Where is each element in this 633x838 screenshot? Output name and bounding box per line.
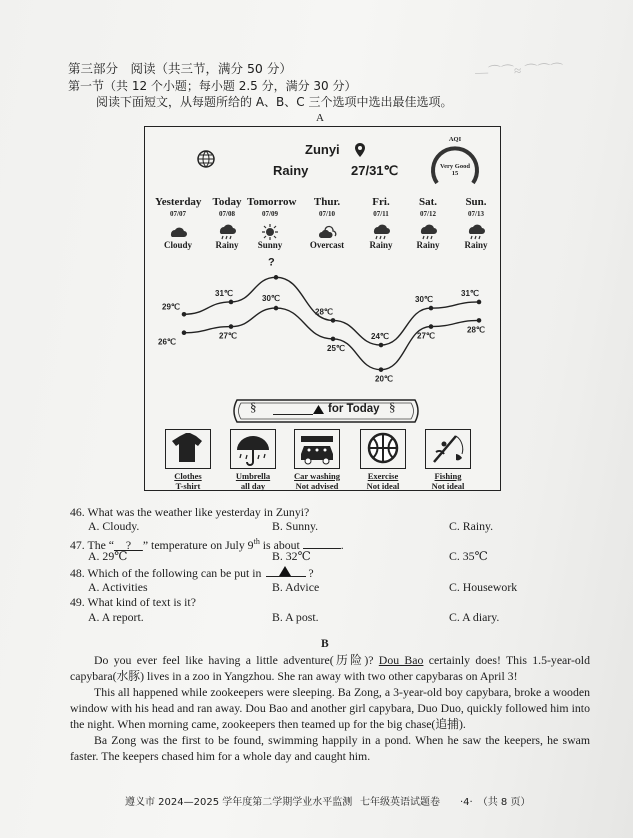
data-point — [379, 367, 384, 372]
data-point — [331, 318, 336, 323]
instruction: 阅读下面短文，从每题所给的 A、B、C 三个选项中选出最佳选项。 — [96, 95, 453, 109]
bleed-through-text: —⌒⌒≈ ⌒⌒⌒ — [474, 61, 564, 80]
life-index-item — [415, 429, 481, 491]
forecast-day-date: 07/08 — [219, 210, 235, 218]
data-label: 30℃ — [415, 295, 433, 305]
data-label: 30℃ — [262, 294, 280, 304]
q47-stem: 47. The “ ? ” temperature on July 9th is about . — [70, 537, 344, 552]
footer-page: ·4· （共 8 页） — [460, 797, 531, 808]
forecast-day — [247, 196, 297, 251]
q46-option-a: A. Cloudy. — [88, 519, 140, 533]
rain-cloud-icon — [465, 222, 487, 240]
q46-option-c: C. Rainy. — [449, 519, 494, 533]
data-point — [274, 275, 279, 280]
current-temp-range: 27/31℃ — [351, 163, 399, 178]
data-point — [182, 312, 187, 317]
forecast-day-name: Sat. — [418, 196, 438, 208]
data-label: 27℃ — [417, 331, 435, 341]
q48-option-b: B. Advice — [272, 580, 320, 594]
rain-cloud-icon — [370, 222, 392, 240]
q48-option-a: A. Activities — [88, 580, 148, 594]
forecast-day-name: Sun. — [465, 196, 487, 208]
passage-b-paragraph-3: Ba Zong was the first to be found, swimming happily in a pond. When he saw the keepers, he swam faster. The keepers chased him for a whole day and caught him. — [70, 733, 590, 764]
current-condition: Rainy — [273, 163, 309, 178]
data-label: 28℃ — [315, 307, 333, 317]
passage-a-label: A — [316, 112, 324, 124]
forecast-day — [155, 197, 201, 251]
forecast-day-weather: Rainy — [369, 240, 393, 250]
life-index-item — [155, 429, 221, 491]
data-point — [229, 324, 234, 329]
life-index-title: Umbrella — [235, 471, 271, 481]
basketball-icon — [361, 430, 405, 468]
forecast-day-weather: Sunny — [257, 240, 283, 250]
life-index-value: T-shirt — [175, 481, 201, 491]
passage-b-paragraph-2: This all happened while zookeepers were sleeping. Ba Zong, a 3-year-old boy capybara, broke a wooden window with his head and ran away. Dou Bao and another girl capybara, Duo Duo, quickly followed him into the night. When morning came, zookeepers then teamed up for the big chase(追捕). — [70, 685, 590, 732]
life-index-title: Clothes — [174, 471, 202, 481]
life-index-title: Fishing — [434, 471, 462, 481]
data-label: 31℃ — [215, 288, 233, 298]
globe-icon — [196, 149, 216, 169]
passage-b-label: B — [321, 638, 329, 650]
data-label: 24℃ — [371, 332, 389, 342]
life-index-item — [220, 429, 286, 491]
forecast-day-date: 07/07 — [170, 210, 186, 218]
data-label: 29℃ — [162, 302, 180, 312]
sun-icon — [259, 222, 281, 240]
data-point — [182, 330, 187, 335]
data-label: 31℃ — [461, 288, 479, 298]
data-point — [229, 300, 234, 305]
q47-option-c: C. 35℃ — [449, 549, 488, 563]
passage-b-paragraph-1: Do you ever feel like having a little adventure(历险)? Dou Bao certainly does! This 1.5-year-old capybara(水豚) lives in a zoo in Yangzhou. She ran away with two other capybaras on April 3! — [70, 653, 590, 684]
life-index-item — [284, 429, 350, 491]
forecast-day-name: Thur. — [313, 196, 341, 208]
q49-option-c: C. A diary. — [449, 610, 500, 624]
q48-option-c: C. Housework — [449, 580, 518, 594]
swirl-right: § — [389, 399, 396, 414]
data-point — [379, 343, 384, 348]
location-pin-icon — [354, 142, 366, 158]
data-label: 26℃ — [158, 337, 176, 347]
temperature-chart — [145, 257, 500, 392]
forecast-day-date: 07/12 — [420, 210, 436, 218]
forecast-day-date: 07/11 — [373, 210, 389, 218]
data-label: 27℃ — [219, 331, 237, 341]
overcast-icon — [316, 222, 338, 240]
triangle-icon — [312, 404, 325, 415]
data-point — [331, 337, 336, 342]
life-index-title: Car washing — [294, 471, 340, 481]
data-point — [429, 324, 434, 329]
data-point — [274, 306, 279, 311]
q49-option-a: A. A report. — [88, 610, 144, 624]
city-name: Zunyi — [305, 142, 340, 157]
cloud-icon — [167, 222, 189, 240]
forecast-day-name: Yesterday — [155, 196, 202, 208]
life-index-value: Not ideal — [366, 481, 400, 491]
forecast-day-weather: Rainy — [464, 240, 488, 250]
forecast-day-date: 07/10 — [319, 210, 335, 218]
tshirt-icon — [166, 430, 210, 468]
q48-stem: 48. Which of the following can be put in ? — [70, 566, 314, 580]
life-index-value: all day — [240, 481, 266, 491]
footer-subject: 七年级英语试题卷 — [360, 797, 440, 808]
forecast-day — [358, 197, 404, 251]
life-index-value: Not advised — [295, 481, 339, 491]
forecast-day-weather: Rainy — [215, 240, 239, 250]
data-label: 20℃ — [375, 374, 393, 384]
life-index-item — [350, 429, 416, 491]
rain-cloud-icon — [417, 222, 439, 240]
blank-line — [273, 404, 313, 415]
q47-option-a: A. 29℃ — [88, 549, 128, 563]
forecast-day-weather: Overcast — [309, 240, 345, 250]
for-today-label: for Today — [328, 403, 380, 415]
aqi-label: AQI — [448, 136, 462, 143]
aqi-status: Very Good 15 — [440, 163, 470, 177]
forecast-day — [204, 197, 250, 251]
umbrella-icon — [231, 430, 275, 468]
data-label: 25℃ — [327, 343, 345, 353]
q46-option-b: B. Sunny. — [272, 519, 319, 533]
section-heading: 第一节（共 12 个小题；每小题 2.5 分，满分 30 分） — [68, 79, 357, 93]
life-index-value: Not ideal — [431, 481, 465, 491]
forecast-day-weather: Cloudy — [163, 240, 192, 250]
forecast-day-name: Tomorrow — [247, 196, 297, 208]
q47-option-b: B. 32℃ — [272, 549, 311, 563]
forecast-day — [405, 197, 451, 251]
data-label: 28℃ — [467, 325, 485, 335]
forecast-day — [304, 197, 350, 251]
forecast-day-date: 07/09 — [262, 210, 278, 218]
data-point — [429, 306, 434, 311]
car-wash-icon — [295, 430, 339, 468]
forecast-day-weather: Rainy — [416, 240, 440, 250]
rain-cloud-icon — [216, 222, 238, 240]
swirl-left: § — [250, 399, 257, 414]
weather-card — [144, 126, 501, 491]
forecast-day-date: 07/13 — [468, 210, 484, 218]
life-index-title: Exercise — [367, 471, 399, 481]
forecast-day-name: Today — [212, 196, 242, 208]
q49-option-b: B. A post. — [272, 610, 319, 624]
data-point — [477, 318, 482, 323]
forecast-day — [453, 197, 499, 251]
fishing-icon — [426, 430, 470, 468]
part-heading: 第三部分 阅读（共三节，满分 50 分） — [68, 61, 292, 76]
data-point — [477, 300, 482, 305]
forecast-day-name: Fri. — [372, 196, 390, 208]
q49-stem: 49. What kind of text is it? — [70, 595, 196, 609]
q46-stem: 46. What was the weather like yesterday in Zunyi? — [70, 505, 310, 519]
data-label: ? — [268, 257, 275, 269]
footer-title: 遵义市 2024—2025 学年度第二学期学业水平监测 — [125, 797, 353, 808]
